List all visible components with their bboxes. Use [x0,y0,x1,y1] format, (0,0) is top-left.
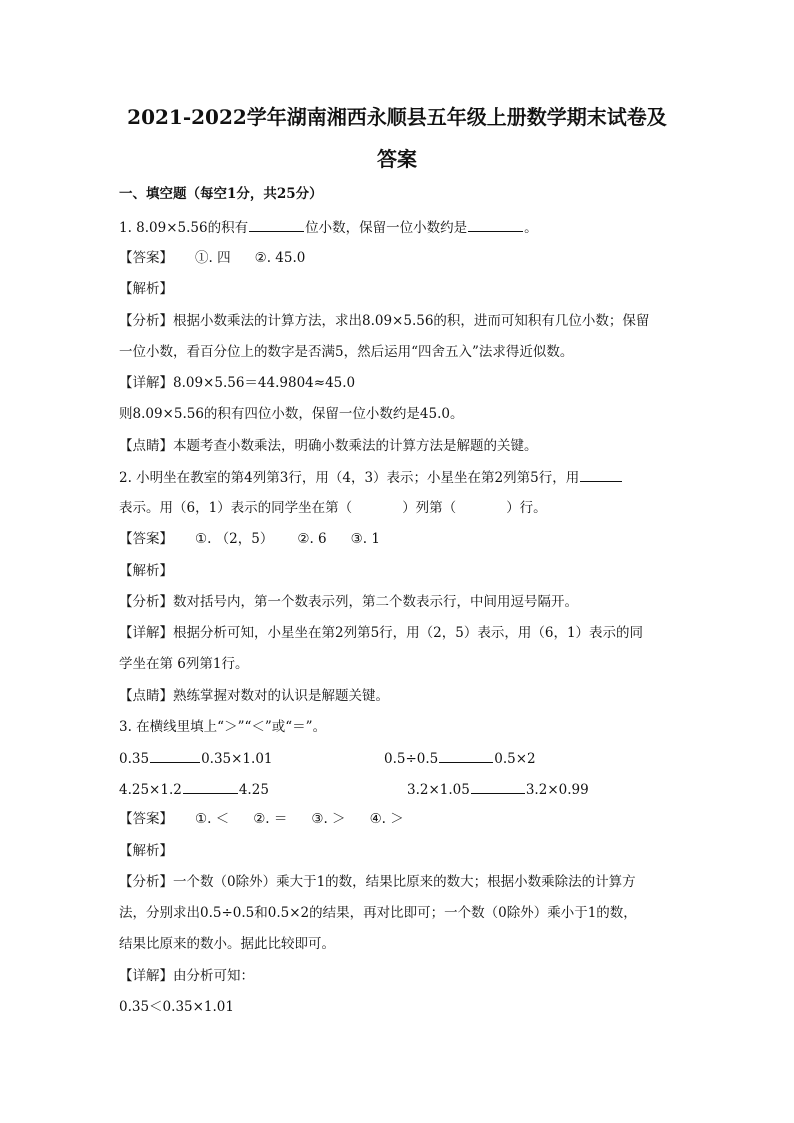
answer-tag: 【答案】 [119,811,173,827]
q3-r1-right-b: 0.5×2 [494,751,536,767]
q1-answer [119,249,305,267]
q3-stem: 3. 在横线里填上“＞”“＜”或“＝”。 [119,719,327,735]
q2-stem-part-a: 表示。用（6，1）表示的同学坐在第（ [119,500,353,516]
q3-blank-4 [471,780,525,794]
q2-xiangjie-line-2: 学坐在第 6列第1行。 [119,656,249,672]
q3-xiangjie-text: 由分析可知： [173,968,254,984]
q1-blank-1 [249,218,304,232]
q3-fenxi-line-1 [119,873,636,891]
dianjing-tag: 【点睛】 [119,688,173,704]
q3-r1-right-a: 0.5÷0.5 [384,751,439,767]
q3-r1-left-b: 0.35×1.01 [201,751,273,767]
q1-dianjing-text: 本题考查小数乘法，明确小数乘法的计算方法是解题的关键。 [173,438,538,454]
q3-row-2-right [407,780,589,799]
q2-stem-part-c: ）行。 [506,500,547,516]
dianjing-tag: 【点睛】 [119,438,173,454]
q2-fenxi-text: 数对括号内，第一个数表示列，第二个数表示行，中间用逗号隔开。 [173,594,578,610]
q2-jiexi-tag: 【解析】 [119,563,173,579]
fenxi-tag: 【分析】 [119,594,173,610]
document-title-line-2: 答案 [377,147,417,171]
q3-answer-3: ③. ＞ [311,811,346,827]
q3-row-1-right [384,749,536,768]
q2-stem-text-1: 2. 小明坐在教室的第4列第3行，用（4，3）表示；小星坐在第2列第5行，用 [119,470,580,486]
q2-dianjing [119,687,389,705]
q1-xiangjie-line-1 [119,374,355,392]
q1-xiangjie-line-2: 则8.09×5.56的积有四位小数，保留一位小数约是45.0。 [119,406,464,422]
q2-xiangjie-line-1 [119,624,643,642]
q1-stem-part-a: 1. 8.09×5.56的积有 [119,220,249,236]
q2-stem-part-b: ）列第（ [402,500,457,516]
q1-stem-part-c: 。 [524,220,538,236]
q1-dianjing [119,437,538,455]
q1-stem-part-b: 位小数，保留一位小数约是 [305,220,468,236]
xiangjie-tag: 【详解】 [119,375,173,391]
q1-blank-2 [468,218,523,232]
q3-last-line: 0.35＜0.35×1.01 [119,999,234,1015]
q1-answer-1: ①. 四 [195,250,231,266]
q3-fenxi-line-2: 法，分别求出0.5÷0.5和0.5×2的结果，再对比即可；一个数（0除外）乘小于1的数， [119,905,637,921]
q2-fenxi [119,593,578,611]
q2-answer-2: ②. 6 [297,531,327,547]
q3-fenxi-line-3: 结果比原来的数小。据此比较即可。 [119,936,335,952]
q3-xiangjie [119,967,254,985]
q2-dianjing-text: 熟练掌握对数对的认识是解题关键。 [173,688,389,704]
fenxi-tag: 【分析】 [119,874,173,890]
q3-r2-left-b: 4.25 [238,782,269,798]
q3-r1-left-a: 0.35 [119,751,150,767]
q1-fenxi-text-1: 根据小数乘法的计算方法，求出8.09×5.56的积，进而可知积有几位小数；保留 [173,313,650,329]
q3-r2-right-b: 3.2×0.99 [525,782,589,798]
xiangjie-tag: 【详解】 [119,968,173,984]
q2-blank-1 [580,468,622,482]
document-title-line-1: 2021-2022学年湖南湘西永顺县五年级上册数学期末试卷及 [127,105,667,129]
q1-fenxi-line-1 [119,312,649,330]
q2-xiangjie-text-1: 根据分析可知，小星坐在第2列第5行，用（2，5）表示，用（6，1）表示的同 [173,625,644,641]
q3-r2-left-a: 4.25×1.2 [119,782,182,798]
q3-answer-4: ④. ＞ [369,811,404,827]
q1-answer-2: ②. 45.0 [254,250,306,266]
q3-jiexi-tag: 【解析】 [119,843,173,859]
q2-answer [119,530,380,548]
q3-answer-2: ②. ＝ [253,811,288,827]
q1-jiexi-tag: 【解析】 [119,281,173,297]
fenxi-tag: 【分析】 [119,313,173,329]
q3-fenxi-text-1: 一个数（0除外）乘大于1的数，结果比原来的数大；根据小数乘除法的计算方 [173,874,636,890]
q3-row-1-left [119,749,273,768]
q2-answer-3: ③. 1 [350,531,380,547]
q3-blank-2 [439,749,493,763]
q3-r2-right-a: 3.2×1.05 [407,782,470,798]
q3-blank-1 [150,749,200,763]
q2-stem-line-2 [119,499,547,517]
q2-stem-line-1 [119,468,623,487]
xiangjie-tag: 【详解】 [119,625,173,641]
answer-tag: 【答案】 [119,250,173,266]
q3-row-2-left [119,780,269,799]
q3-blank-3 [183,780,238,794]
q3-answer-1: ①. ＜ [195,811,230,827]
q1-stem [119,218,538,237]
q3-answer [119,810,404,828]
q2-answer-1: ①. （2，5） [195,531,274,547]
answer-tag: 【答案】 [119,531,173,547]
q1-fenxi-line-2: 一位小数，看百分位上的数字是否满5，然后运用“四舍五入”法求得近似数。 [119,344,574,360]
q1-xiangjie-text-1: 8.09×5.56＝44.9804≈45.0 [173,375,356,391]
section-heading: 一、填空题（每空1分，共25分） [119,186,323,202]
